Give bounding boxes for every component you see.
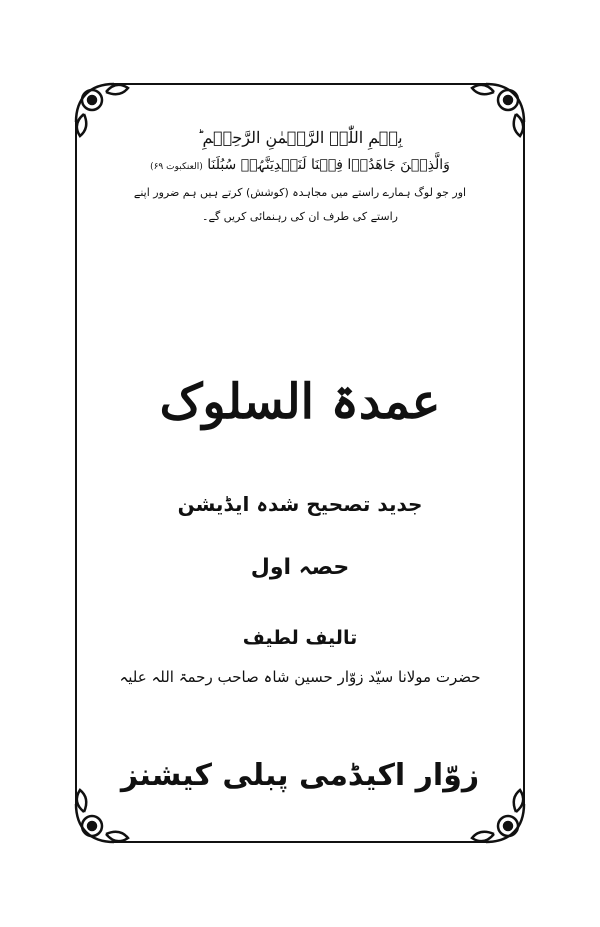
translation-line-1: اور جو لوگ ہمارے راستے میں مجاہدہ (کوشش) کرتے ہیں ہم ضرور اپنے xyxy=(133,186,467,199)
bismillah: بِسۡمِ اللّٰہِ الرَّحۡمٰنِ الرَّحِیۡمِ ؕ xyxy=(197,128,403,147)
volume-label: حصہ اول xyxy=(250,555,350,580)
ayah-reference: (العنکبوت ۶۹) xyxy=(150,162,203,172)
corner-ornament-bottom-left xyxy=(76,790,128,842)
author-name: حضرت مولانا سیّد زوّار حسین شاہ صاحب رحمۃ اللہ علیہ xyxy=(119,668,481,686)
book-title: عمدۃ السلوک xyxy=(159,374,441,430)
ayah-text: وَالَّذِیۡنَ جَاھَدُوۡا فِیۡنَا لَنَہۡدِیَنَّہُمۡ سُبُلَنَا xyxy=(207,157,450,173)
translation-line-2: راستے کی طرف ان کی رہنمائی کریں گے۔ xyxy=(202,210,398,223)
publisher-name: زوّار اکیڈمی پبلی کیشنز xyxy=(120,758,480,793)
corner-ornament-bottom-right xyxy=(472,790,524,842)
edition-label: جدید تصحیح شدہ ایڈیشن xyxy=(177,492,423,516)
authorship-label: تالیف لطیف xyxy=(242,627,358,649)
quran-verse xyxy=(100,157,500,173)
